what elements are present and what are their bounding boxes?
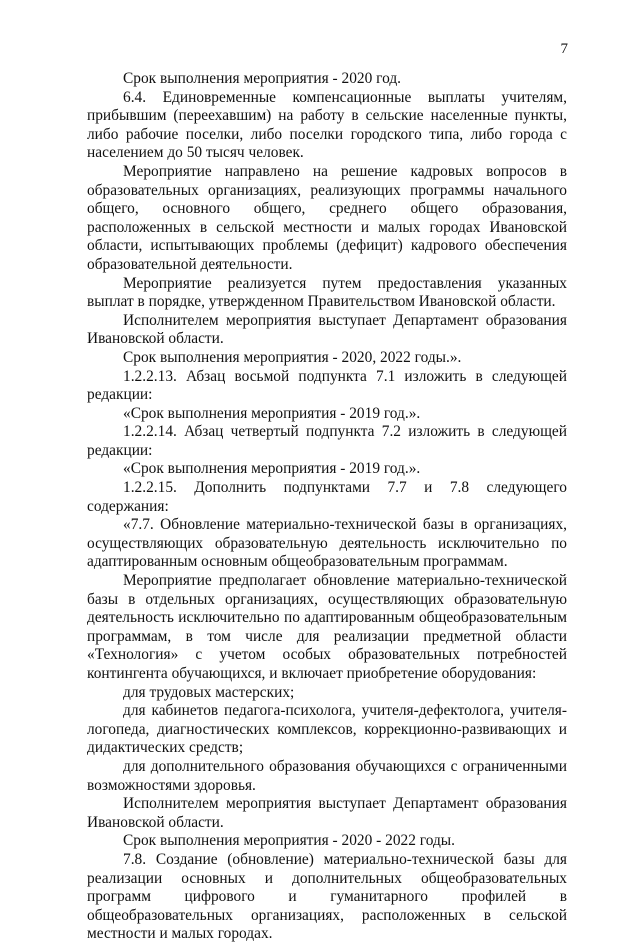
paragraph: «Срок выполнения мероприятия - 2019 год.». [123, 460, 421, 478]
paragraph: Срок выполнения мероприятия - 2020 год. [123, 70, 402, 87]
paragraph: Мероприятие реализуется путем предоставления указанных выплат в порядке, утвержденном Правительством Ивановской области. [87, 274, 567, 311]
page-number: 7 [560, 41, 568, 57]
paragraph: Срок выполнения мероприятия - 2020, 2022 годы.». [123, 348, 462, 366]
document-body [87, 70, 567, 944]
paragraph: Мероприятие предполагает обновление материально-технической базы в отдельных организациях, осуществляющих образовательную деятельность исключительно по адаптированным общеобразовательным программам, в том числе для реализации предметной области «Технология» с учетом особых образовательных потребностей контингента обучающихся, и включает приобретение оборудования: [87, 572, 567, 682]
paragraph: для кабинетов педагога-психолога, учителя-дефектолога, учителя-логопеда, диагностических комплексов, коррекционно-развивающих и дидактических средств; [87, 702, 567, 757]
paragraph: для трудовых мастерских; [123, 683, 295, 701]
paragraph: 1.2.2.14. Абзац четвертый подпункта 7.2 изложить в следующей редакции: [87, 423, 567, 459]
paragraph: Исполнителем мероприятия выступает Департамент образования Ивановской области. [87, 311, 567, 348]
paragraph: 1.2.2.13. Абзац восьмой подпункта 7.1 изложить в следующей редакции: [87, 367, 567, 404]
paragraph: 7.8. Создание (обновление) материально-технической базы для реализации основных и дополнительных общеобразовательных программ цифрового и гуманитарного профилей в общеобразовательных организациях, расположенных в сельской местности и малых городах. [87, 850, 567, 943]
paragraph: «Срок выполнения мероприятия - 2019 год.». [123, 404, 421, 422]
paragraph: 6.4. Единовременные компенсационные выплаты учителям, прибывшим (переехавшим) на работу в сельские населенные пункты, либо рабочие поселки, либо поселки городского типа, либо города с населением до 50 тысяч человек. [87, 88, 567, 162]
paragraph: Исполнителем мероприятия выступает Департамент образования Ивановской области. [87, 795, 567, 831]
paragraph: для дополнительного образования обучающихся с ограниченными возможностями здоровья. [87, 757, 567, 794]
paragraph: 1.2.2.15. Дополнить подпунктами 7.7 и 7.8 следующего содержания: [87, 479, 567, 515]
paragraph: Срок выполнения мероприятия - 2020 - 2022 годы. [123, 832, 455, 850]
paragraph: Мероприятие направлено на решение кадровых вопросов в образовательных организациях, реализующих программы начального общего, основного общего, среднего общего образования, расположенных в сельской местности и малых городах Ивановской области, испытывающих проблемы (дефицит) кадрового обеспечения образовательной деятельности. [87, 162, 567, 273]
paragraph: «7.7. Обновление материально-технической базы в организациях, осуществляющих образовательную деятельность исключительно по адаптированным основным общеобразовательным программам. [87, 516, 567, 571]
